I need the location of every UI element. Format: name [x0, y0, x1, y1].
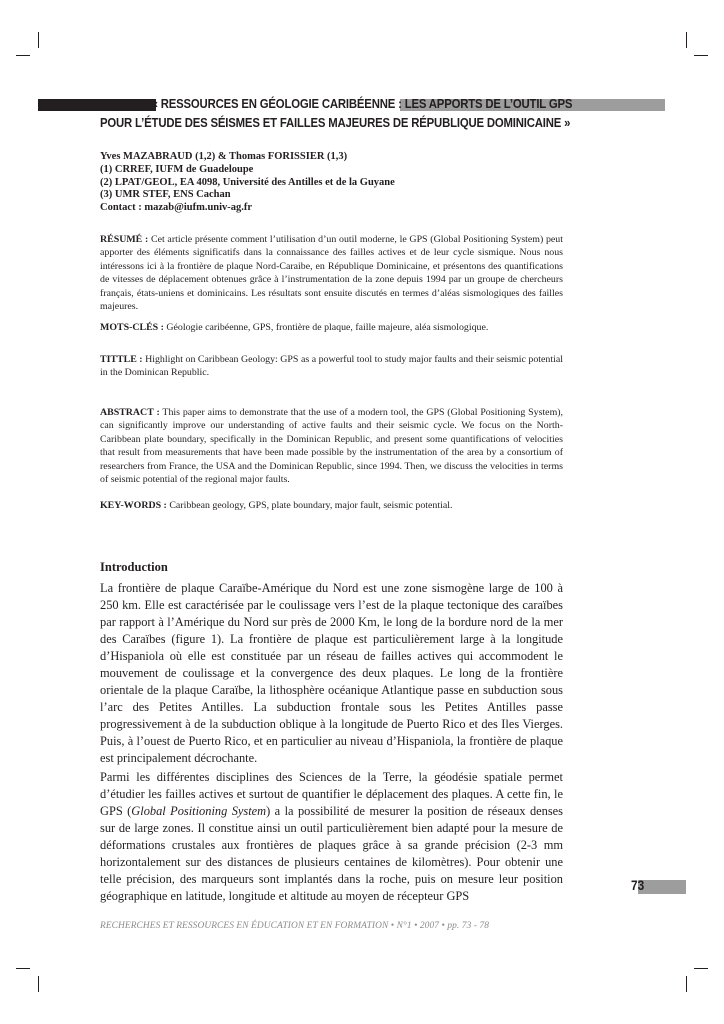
article-title: [100, 96, 573, 130]
key-words-section: [100, 499, 563, 512]
introduction-paragraph-2: [100, 769, 563, 905]
crop-mark: [694, 55, 708, 56]
journal-footer: RECHERCHES ET RESSOURCES EN ÉDUCATION ET EN FORMATION • N°1 • 2007 • pp. 73 - 78: [100, 921, 490, 931]
abstract-label: ABSTRACT :: [100, 407, 160, 418]
affiliation-2: (2) LPAT/GEOL, EA 4098, Université des Antilles et de la Guyane: [100, 176, 395, 188]
abstract-section: [100, 406, 563, 486]
author-block: [100, 151, 570, 215]
introduction-paragraph-1: [100, 580, 563, 767]
resume-section: [100, 233, 563, 313]
english-title-text: Highlight on Caribbean Geology: GPS as a powerful tool to study major faults and their seismic potential in the Dominican Republic.: [100, 354, 563, 379]
abstract-text: This paper aims to demonstrate that the use of a modern tool, the GPS (Global Positioning System), can significantly improve our understanding of active faults and their seismic cycle. We focus on the North-Caribbean plate boundary, specifically in the Dominican Republic, and present some quantifications of velocities that result from measurements that have been made possible by the instrumentation of the area by a consortium of researchers from France, the USA and the Dominican Republic, since 1994. Then, we discuss the velocities in terms of seismic potential of the regional major faults.: [100, 407, 564, 486]
page-number-bar: [638, 880, 686, 894]
contact-email: Contact : mazab@iufm.univ-ag.fr: [100, 202, 253, 214]
resume-label: RÉSUMÉ :: [100, 234, 149, 245]
author-names: Yves MAZABRAUD (1,2) & Thomas FORISSIER (1,3): [100, 151, 348, 162]
title-line-1: « RESSOURCES EN GÉOLOGIE CARIBÉENNE : LES APPORTS DE L’OUTIL GPS: [151, 96, 573, 111]
paragraph-text-end: ) a la possibilité de mesurer la position de réseaux denses sur de large zones. Il constitue ainsi un outil particulièrement bien adapté pour la mesure de déformations crustales aux frontières de plaques grâce à sa grande précision (2-3 mm horizontalement sur des distances de plusieurs centaines de kilomètres). Pour obtenir une telle précision, des marqueurs sont implantés dans la roche, puis on mesure leur position géographique en latitude, longitude et altitude au moyen de récepteur GPS: [100, 804, 563, 903]
page-number: 73: [631, 877, 645, 893]
crop-mark: [16, 968, 30, 969]
key-words-label: KEY-WORDS :: [100, 500, 167, 511]
english-title-section: [100, 353, 563, 380]
crop-mark: [38, 32, 39, 48]
english-title-label: TITTLE :: [100, 354, 143, 365]
resume-text: Cet article présente comment l’utilisation d’un outil moderne, le GPS (Global Positioning System) peut apporter des éléments significatifs dans la connaissance des failles actives et de leur cycle sismique. Nous nous intéressons ici à la frontière de plaque Nord-Caraibe, en République Dominicaine, et présentons des quantifications de vitesses de déplacement obtenues grâce à l’instrumentation de la zone depuis 1994 par un groupe de chercheurs français, états-uniens et dominicains. Les résultats sont ensuite discutés en termes d’aléas sismologiques des failles majeures.: [100, 234, 563, 313]
mots-cles-text: Géologie caribéenne, GPS, frontière de plaque, faille majeure, aléa sismologique.: [163, 322, 489, 333]
crop-mark: [16, 55, 30, 56]
title-line-2: POUR L’ÉTUDE DES SÉISMES ET FAILLES MAJEURES DE RÉPUBLIQUE DOMINICAINE »: [100, 115, 571, 130]
crop-mark: [686, 32, 687, 48]
paragraph-text: La frontière de plaque Caraïbe-Amérique du Nord est une zone sismogène large de 100 à 250 km. Elle est caractérisée par le coulissage vers l’est de la plaque tectonique des caraïbes par rapport à l’Amérique du Nord sur près de 2000 Km, le long de la bordure nord de la mer des Caraïbes (figure 1). La frontière de plaque est particulièrement large à la longitude d’Hispaniola où elle est constituée par un réseau de failles actives qui accommodent le mouvement de coulissage et la convergence des deux plaques. Le long de la frontière orientale de la plaque Caraïbe, la lithosphère océanique Atlantique passe en subduction sous l’arc des Petites Antilles. La subduction frontale sous les Petites Antilles passe progressivement à de la subduction oblique à la longitude de Puerto Rico et des Iles Vierges. Puis, à l’ouest de Puerto Rico, et en particulier au niveau d’Hispaniola, la frontière de plaque est principalement décrochante.: [100, 581, 563, 765]
paragraph-text-start: Parmi les différentes disciplines des Sciences de la Terre, la géodésie spatiale permet d’étudier les failles actives et surtout de quantifier le déplacement des plaques. A cette fin, le GPS (: [100, 770, 563, 818]
affiliation-3: (3) UMR STEF, ENS Cachan: [100, 189, 231, 201]
crop-mark: [694, 968, 708, 969]
mots-cles-label: MOTS-CLÉS :: [100, 322, 164, 333]
mots-cles-section: [100, 321, 563, 334]
key-words-text: Caribbean geology, GPS, plate boundary, major fault, seismic potential.: [166, 500, 453, 511]
crop-mark: [38, 976, 39, 992]
crop-mark: [686, 976, 687, 992]
affiliation-1: (1) CRREF, IUFM de Guadeloupe: [100, 163, 254, 175]
paragraph-italic-term: Global Positioning System: [131, 804, 267, 818]
introduction-heading: Introduction: [100, 560, 168, 574]
